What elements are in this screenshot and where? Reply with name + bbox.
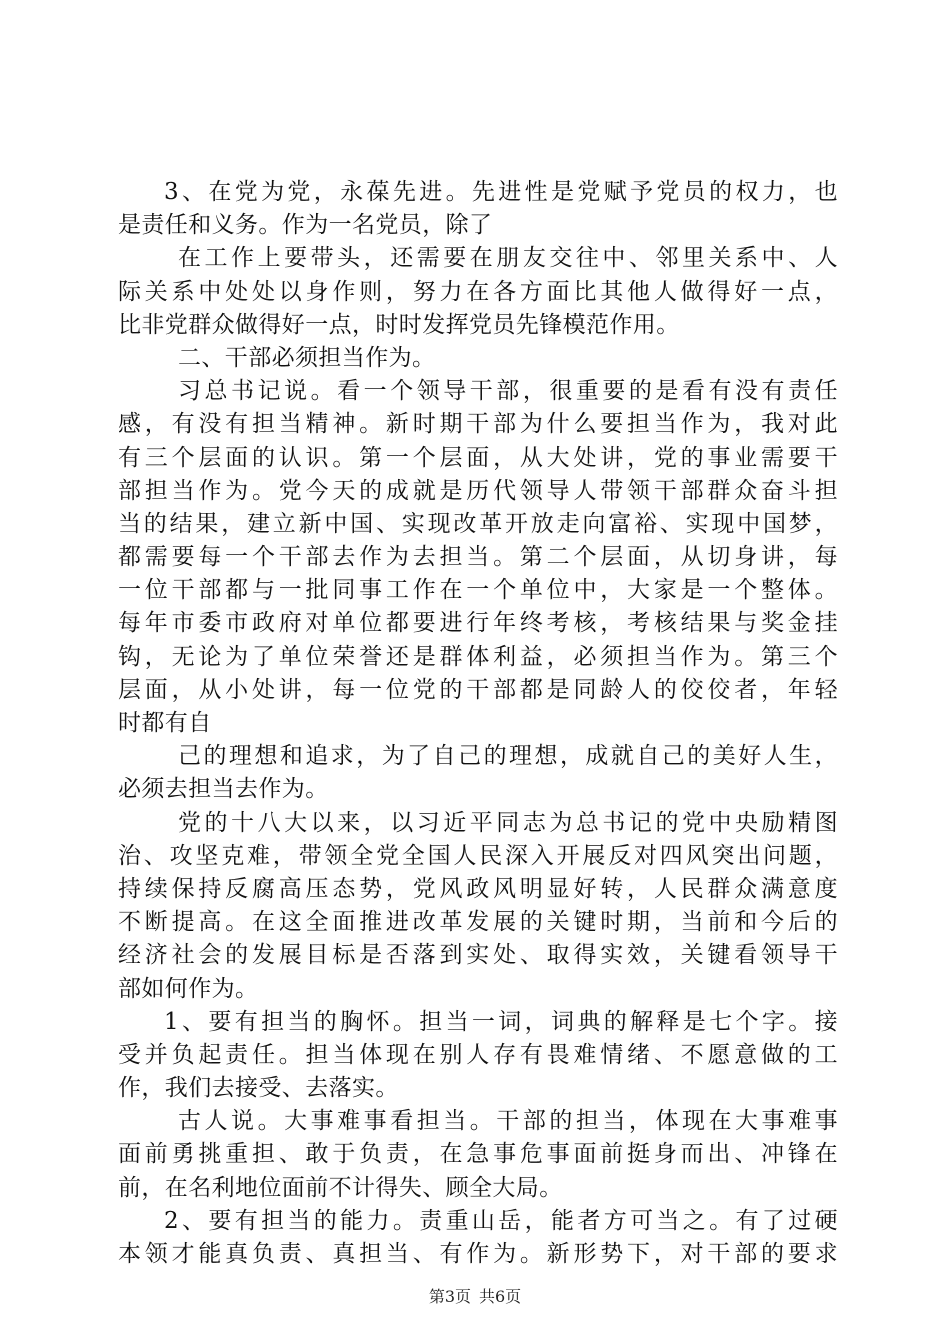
document-body <box>118 176 838 1271</box>
text-line: 当的结果，建立新中国、实现改革开放走向富裕、实现中国梦， <box>118 510 838 537</box>
text-line: 际关系中处处以身作则，努力在各方面比其他人做得好一点， <box>118 278 838 305</box>
text-line: 时都有自 <box>118 710 212 736</box>
text-line: 1、要有担当的胸怀。担当一词，词典的解释是七个字。接 <box>164 1008 838 1035</box>
current-page-number: 第3页 <box>428 1287 471 1306</box>
text-line: 感，有没有担当精神。新时期干部为什么要担当作为，我对此 <box>118 411 838 438</box>
text-line: 比非党群众做得好一点，时时发挥党员先锋模范作用。 <box>118 311 680 338</box>
text-line: 己的理想和追求，为了自己的理想，成就自己的美好人生， <box>178 743 838 770</box>
text-line: 治、攻坚克难，带领全党全国人民深入开展反对四风突出问题， <box>118 842 838 869</box>
text-line: 有三个层面的认识。第一个层面，从大处讲，党的事业需要干 <box>118 444 838 471</box>
text-line: 每年市委市政府对单位都要进行年终考核，考核结果与奖金挂 <box>118 610 838 637</box>
text-line: 本领才能真负责、真担当、有作为。新形势下，对干部的要求 <box>118 1241 838 1267</box>
text-line: 钩，无论为了单位荣誉还是群体利益，必须担当作为。第三个 <box>118 643 838 670</box>
text-line: 部如何作为。 <box>118 975 259 1002</box>
text-line: 是责任和义务。作为一名党员，除了 <box>118 212 493 239</box>
text-line: 经济社会的发展目标是否落到实处、取得实效，关键看领导干 <box>118 942 838 969</box>
page-footer <box>0 1284 950 1307</box>
text-line: 部担当作为。党今天的成就是历代领导人带领干部群众奋斗担 <box>118 477 838 504</box>
total-page-count: 共6页 <box>479 1287 522 1306</box>
text-line: 作，我们去接受、去落实。 <box>118 1075 399 1102</box>
text-line: 持续保持反腐高压态势，党风政风明显好转，人民群众满意度 <box>118 875 838 902</box>
text-line: 层面，从小处讲，每一位党的干部都是同龄人的佼佼者，年轻 <box>118 676 838 703</box>
text-line: 受并负起责任。担当体现在别人存有畏难情绪、不愿意做的工 <box>118 1041 838 1068</box>
text-line: 党的十八大以来，以习近平同志为总书记的党中央励精图 <box>178 809 838 836</box>
text-line: 3、在党为党，永葆先进。先进性是党赋予党员的权力，也 <box>164 179 838 205</box>
text-line: 不断提高。在这全面推进改革发展的关键时期，当前和今后的 <box>118 909 838 936</box>
text-line: 前，在名利地位面前不计得失、顾全大局。 <box>118 1174 563 1201</box>
text-line: 必须去担当去作为。 <box>118 776 329 803</box>
text-line: 面前勇挑重担、敢于负责，在急事危事面前挺身而出、冲锋在 <box>118 1141 838 1168</box>
text-line: 二、干部必须担当作为。 <box>178 344 436 371</box>
text-line: 在工作上要带头，还需要在朋友交往中、邻里关系中、人 <box>178 245 838 272</box>
text-line: 2、要有担当的能力。责重山岳，能者方可当之。有了过硬 <box>164 1207 838 1234</box>
text-line: 古人说。大事难事看担当。干部的担当，体现在大事难事 <box>178 1108 838 1135</box>
text-line: 一位干部都与一批同事工作在一个单位中，大家是一个整体。 <box>118 577 838 604</box>
text-line: 习总书记说。看一个领导干部，很重要的是看有没有责任 <box>178 378 838 405</box>
text-line: 都需要每一个干部去作为去担当。第二个层面，从切身讲，每 <box>118 544 838 571</box>
